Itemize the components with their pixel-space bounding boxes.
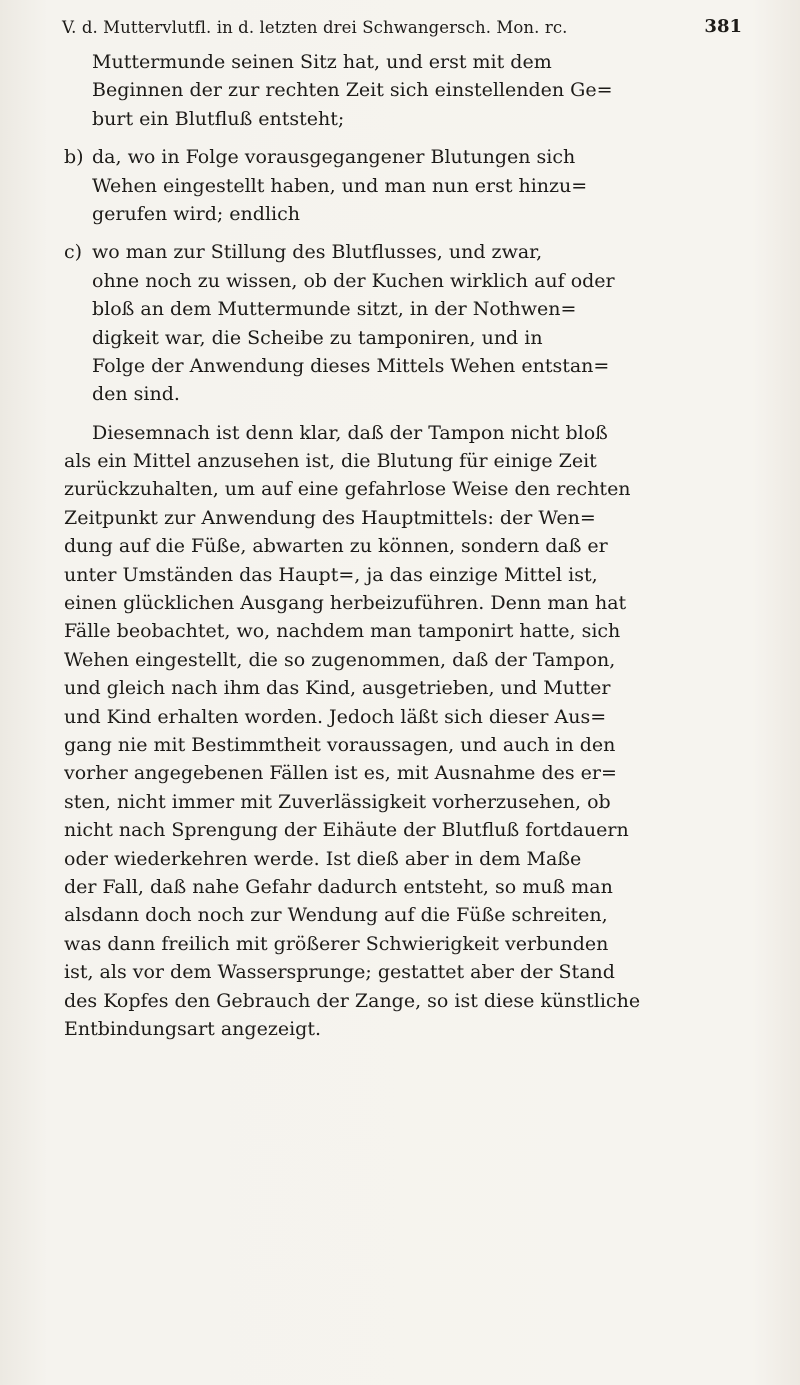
page-number: 381 — [704, 16, 742, 37]
text-line: Wehen eingestellt, die so zugenommen, daß der Tampon, — [64, 648, 616, 671]
list-item-label: c) — [64, 241, 83, 264]
text-line: was dann freilich mit größerer Schwierigkeit verbunden — [64, 932, 609, 955]
list-item-b — [64, 143, 752, 228]
text-line: alsdann doch noch zur Wendung auf die Füße schreiten, — [64, 904, 608, 927]
text-line: des Kopfes den Gebrauch der Zange, so ist diese künstliche — [64, 989, 641, 1012]
text-line: Muttermunde seinen Sitz hat, und erst mit dem — [92, 51, 552, 73]
text-line: da, wo in Folge vorausgegangener Blutungen sich — [92, 146, 576, 169]
paragraph-intro — [92, 48, 752, 133]
list-item-c — [64, 238, 752, 408]
text-line: sten, nicht immer mit Zuverlässigkeit vorherzusehen, ob — [64, 790, 611, 813]
text-line: zurückzuhalten, um auf eine gefahrlose Weise den rechten — [64, 478, 631, 501]
text-line: Folge der Anwendung dieses Mittels Wehen entstan= — [92, 354, 610, 377]
text-line: der Fall, daß nahe Gefahr dadurch entsteht, so muß man — [64, 875, 613, 898]
text-line: und gleich nach ihm das Kind, ausgetrieben, und Mutter — [64, 677, 611, 700]
text-line: den sind. — [92, 383, 180, 406]
text-line: dung auf die Füße, abwarten zu können, sondern daß er — [64, 535, 608, 558]
running-head: V. d. Muttervlutfl. in d. letzten drei Schwangersch. Mon. rc. — [62, 18, 568, 37]
body-text — [64, 48, 752, 1043]
text-line: ohne noch zu wissen, ob der Kuchen wirklich auf oder — [92, 269, 615, 292]
text-line: oder wiederkehren werde. Ist dieß aber in dem Maße — [64, 847, 582, 870]
paragraph-conclusion — [64, 419, 752, 1044]
list-item-label: b) — [64, 146, 84, 169]
text-line: als ein Mittel anzusehen ist, die Blutung für einige Zeit — [64, 450, 597, 473]
text-line: bloß an dem Muttermunde sitzt, in der Nothwen= — [92, 298, 577, 321]
page-header — [62, 14, 742, 46]
text-line: nicht nach Sprengung der Eihäute der Blutfluß fortdauern — [64, 819, 629, 842]
text-line: Fälle beobachtet, wo, nachdem man tamponirt hatte, sich — [64, 620, 621, 643]
text-line: Zeitpunkt zur Anwendung des Hauptmittels: der Wen= — [64, 506, 596, 529]
text-line: vorher angegebenen Fällen ist es, mit Ausnahme des er= — [64, 762, 617, 785]
list-item-first-line — [64, 143, 752, 171]
text-line: Wehen eingestellt haben, und man nun erst hinzu= — [92, 174, 588, 197]
text-line: und Kind erhalten worden. Jedoch läßt sich dieser Aus= — [64, 705, 607, 728]
text-line: unter Umständen das Haupt=, ja das einzige Mittel ist, — [64, 563, 598, 586]
text-line: einen glücklichen Ausgang herbeizuführen. Denn man hat — [64, 592, 627, 615]
text-line: Entbindungsart angezeigt. — [64, 1017, 321, 1040]
text-line: gerufen wird; endlich — [92, 202, 300, 225]
list-item-first-line — [64, 238, 752, 266]
text-line: Diesemnach ist denn klar, daß der Tampon nicht bloß — [92, 421, 608, 444]
text-line: Beginnen der zur rechten Zeit sich einstellenden Ge= — [92, 79, 613, 102]
text-line: gang nie mit Bestimmtheit voraussagen, und auch in den — [64, 733, 616, 756]
text-line: wo man zur Stillung des Blutflusses, und zwar, — [92, 241, 543, 264]
text-line: digkeit war, die Scheibe zu tamponiren, und in — [92, 326, 543, 349]
text-line: ist, als vor dem Wassersprunge; gestattet aber der Stand — [64, 961, 615, 984]
text-line: burt ein Blutfluß entsteht; — [92, 107, 345, 130]
